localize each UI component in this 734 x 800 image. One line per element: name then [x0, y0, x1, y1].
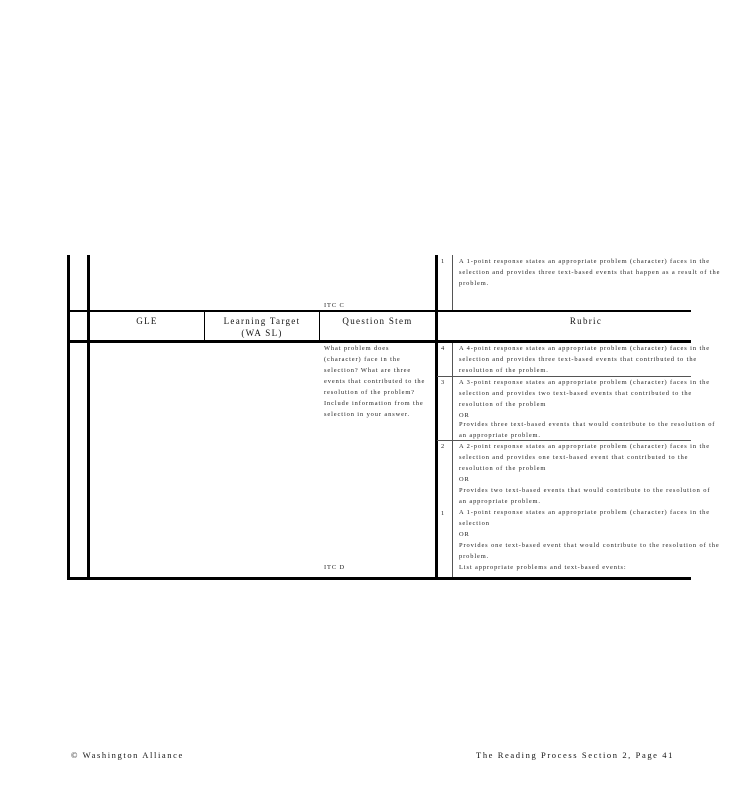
rubric-3-line: an appropriate problem. [459, 432, 541, 439]
rubric-3-line: OR [459, 412, 470, 419]
rubric-1-line: A 1-point response states an appropriate problem (character) faces in the [459, 509, 710, 516]
table-bottom-border [67, 577, 691, 580]
rubric-4-line: selection and provides three text-based events that contributed to the [459, 356, 698, 363]
rubric-2-line: resolution of the problem [459, 465, 547, 472]
header-question-stem: Question Stem [342, 316, 413, 326]
question-stem-line: selection? What are three [324, 367, 412, 374]
rubric-2-line: OR [459, 476, 470, 483]
question-stem-line: (character) face in the [324, 356, 401, 363]
main-row-code: ITC D [324, 564, 346, 571]
top-row-rubric-line: selection and provides three text-based events that happen as a result of the [459, 269, 721, 276]
header-learning-target-line1: Learning Target [223, 316, 301, 326]
header-gle: GLE [136, 316, 158, 326]
footer-copyright: © Washington Alliance [71, 750, 184, 760]
rubric-4-line: A 4-point response states an appropriate problem (character) faces in the [459, 345, 710, 352]
rubric-2-line: Provides two text-based events that would contribute to the resolution of [459, 487, 711, 494]
score-col-divider-main [452, 342, 453, 578]
rubric-1-line: problem. [459, 553, 490, 560]
table-gle-divider [87, 255, 90, 580]
question-stem-line: Include information from the [324, 400, 424, 407]
question-stem-line: resolution of the problem? [324, 389, 416, 396]
score-col-divider-top [452, 255, 453, 311]
top-row-rubric-line: problem. [459, 280, 490, 287]
header-top-border [67, 310, 691, 312]
rubric-score-3: 3 [441, 379, 445, 386]
rubric-score-4: 4 [441, 345, 445, 352]
rubric-footer-note: List appropriate problems and text-based events: [459, 564, 627, 571]
top-row-code: ITC C [324, 302, 345, 309]
top-row-score: 1 [441, 258, 445, 265]
footer-page-info: The Reading Process Section 2, Page 41 [476, 750, 674, 760]
rubric-2-line: A 2-point response states an appropriate problem (character) faces in the [459, 443, 710, 450]
question-stem-line: events that contributed to the [324, 378, 426, 385]
rubric-score-2: 2 [441, 443, 445, 450]
rubric-score-1: 1 [441, 510, 445, 517]
table-rubric-divider [435, 255, 438, 580]
header-rubric: Rubric [569, 316, 603, 326]
question-stem-line: What problem does [324, 345, 390, 352]
rubric-2-line: an appropriate problem. [459, 498, 541, 505]
rubric-4-line: resolution of the problem. [459, 367, 549, 374]
header-learning-target-line2: (WA SL) [241, 328, 283, 338]
rubric-3-line: Provides three text-based events that would contribute to the resolution of [459, 421, 716, 428]
rubric-3-line: resolution of the problem [459, 401, 547, 408]
rubric-1-line: OR [459, 531, 470, 538]
rubric-3-line: A 3-point response states an appropriate problem (character) faces in the [459, 379, 710, 386]
rubric-2-line: selection and provides one text-based event that contributed to the [459, 454, 689, 461]
rubric-3-line: selection and provides two text-based events that contributed to the [459, 390, 693, 397]
top-row-rubric-line: A 1-point response states an appropriate problem (character) faces in the [459, 258, 710, 265]
rubric-1-line: Provides one text-based event that would contribute to the resolution of the [459, 542, 720, 549]
question-stem-line: selection in your answer. [324, 411, 411, 418]
table-left-border [67, 255, 70, 580]
rubric-1-line: selection [459, 520, 490, 527]
